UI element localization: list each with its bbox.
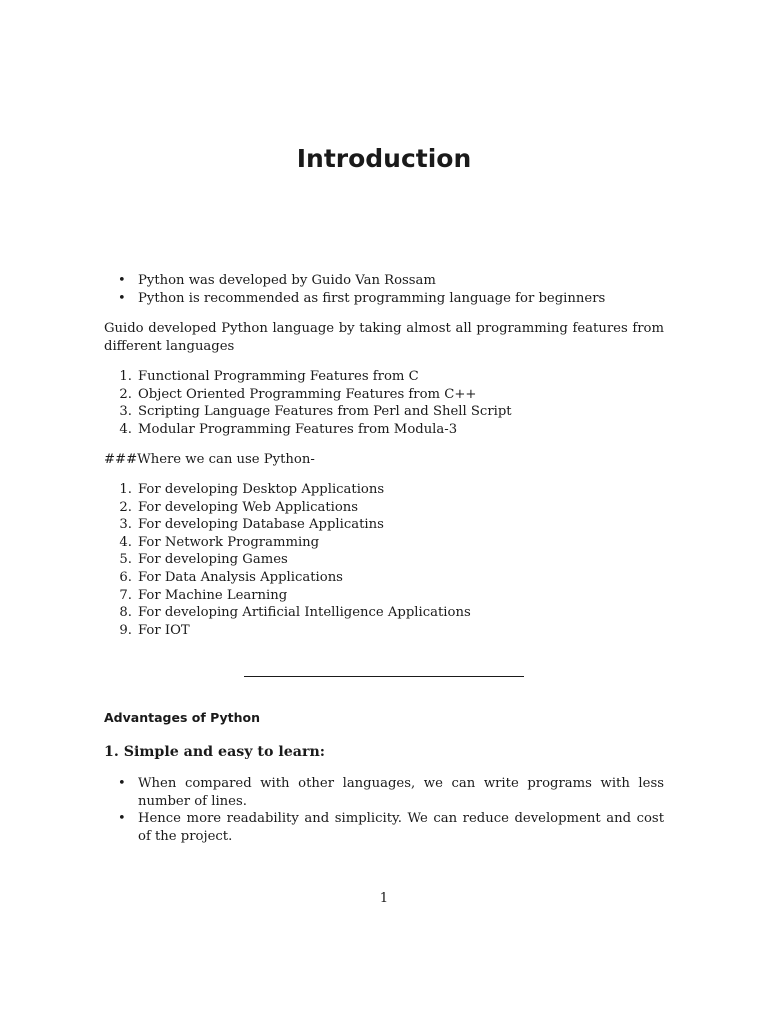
list-number: 3. <box>119 517 132 533</box>
list-item <box>112 551 672 569</box>
list-item-text: Object Oriented Programming Features from C++ <box>138 386 477 402</box>
list-item-text: For Data Analysis Applications <box>138 569 343 585</box>
bullet-icon: • <box>118 273 126 288</box>
list-item-text: For developing Desktop Applications <box>138 482 385 497</box>
list-item <box>112 481 672 499</box>
where-heading: ###Where we can use Python- <box>104 452 315 467</box>
list-number: 6. <box>119 569 132 585</box>
list-item-text: For IOT <box>138 622 190 638</box>
list-item-text: For developing Database Applicatins <box>138 517 384 533</box>
list-item-text: Modular Programming Features from Modula-3 <box>138 421 458 437</box>
list-number: 9. <box>119 622 132 638</box>
list-number: 1. <box>119 369 132 384</box>
list-item <box>112 290 672 308</box>
list-item <box>112 499 672 517</box>
list-item-text: Python is recommended as first programming language for beginners <box>138 290 606 306</box>
list-number: 4. <box>119 534 132 550</box>
list-item-text: Functional Programming Features from C <box>138 369 419 384</box>
list-item-text: For developing Web Applications <box>138 499 359 515</box>
list-number: 1. <box>119 482 132 497</box>
list-item-text: For Network Programming <box>138 534 320 550</box>
intro-bullet-list <box>112 272 672 307</box>
list-item-text: For Machine Learning <box>138 587 288 603</box>
list-item <box>112 604 672 622</box>
list-item <box>112 403 672 421</box>
list-item-text: Hence more readability and simplicity. We can reduce development and cost of the project. <box>138 811 664 844</box>
list-item-text: For developing Artificial Intelligence Applications <box>138 605 471 621</box>
features-list <box>112 368 672 438</box>
list-item-text: Scripting Language Features from Perl and Shell Script <box>138 404 512 420</box>
bullet-icon: • <box>118 290 126 306</box>
bullet-icon: • <box>118 811 126 827</box>
page-title: Introduction <box>296 144 472 173</box>
list-number: 8. <box>119 605 132 621</box>
list-item <box>112 272 672 290</box>
list-number: 4. <box>119 421 132 437</box>
list-item <box>112 587 672 605</box>
bullet-icon: • <box>118 776 126 791</box>
list-item <box>112 622 672 640</box>
horizontal-rule <box>244 676 524 677</box>
list-item <box>112 386 672 404</box>
list-item <box>112 534 672 552</box>
list-item <box>112 810 664 845</box>
list-item-text: For developing Games <box>138 552 288 568</box>
list-item <box>112 421 672 439</box>
list-item-text: When compared with other languages, we can write programs with less number of lines. <box>138 776 664 809</box>
list-item <box>112 569 672 587</box>
list-item-text: Python was developed by Guido Van Rossam <box>138 273 436 288</box>
uses-list <box>112 481 672 639</box>
list-item <box>112 516 672 534</box>
simple-heading: 1. Simple and easy to learn: <box>104 744 326 760</box>
list-number: 7. <box>119 587 132 603</box>
list-item <box>112 368 672 386</box>
list-number: 5. <box>119 552 132 568</box>
page-number: 1 <box>379 891 389 906</box>
simple-bullet-list <box>112 775 664 845</box>
list-number: 2. <box>119 499 132 515</box>
list-item <box>112 775 664 810</box>
intro-paragraph: Guido developed Python language by taking almost all programming features from different languages <box>104 321 664 354</box>
advantages-heading: Advantages of Python <box>104 710 261 725</box>
list-number: 2. <box>119 386 132 402</box>
list-number: 3. <box>119 404 132 420</box>
